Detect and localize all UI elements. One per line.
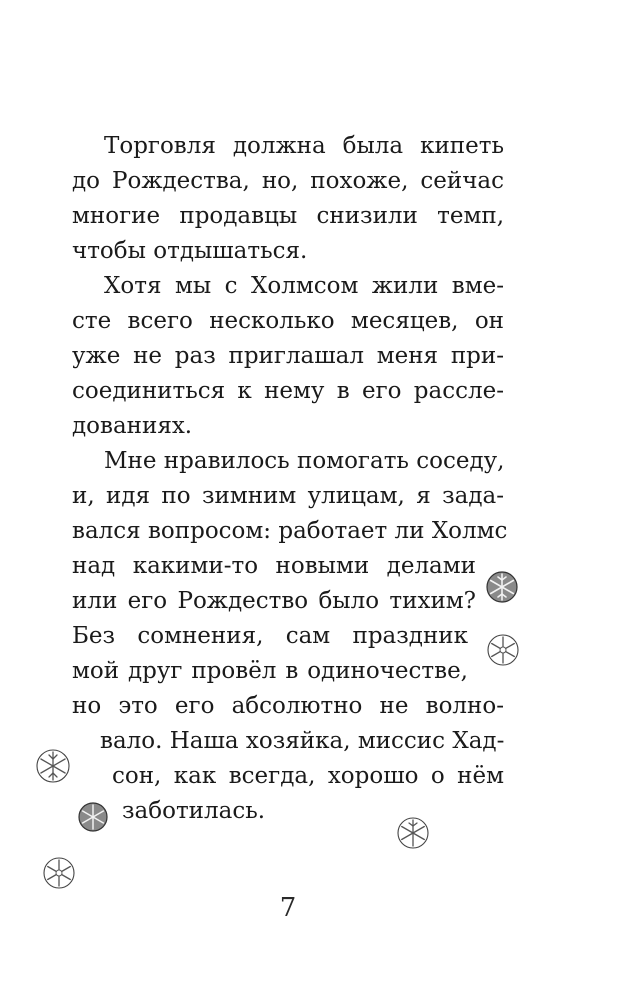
text-line: Без сомнения, сам праздник <box>72 623 468 649</box>
snowflake-icon <box>486 633 520 667</box>
snowflake-icon <box>77 801 109 833</box>
text-line: многие продавцы снизили темп, <box>72 203 504 229</box>
text-line: над какими-то новыми делами <box>72 553 476 579</box>
text-line: сте всего несколько месяцев, он <box>72 308 504 334</box>
snowflake-icon <box>396 816 430 850</box>
text-line: Хотя мы с Холмсом жили вме- <box>104 273 504 299</box>
text-line: и, идя по зимним улицам, я зада- <box>72 483 504 509</box>
text-line: соединиться к нему в его рассле- <box>72 378 504 404</box>
text-line: до Рождества, но, похоже, сейчас <box>72 168 504 194</box>
text-line: вался вопросом: работает ли Холмс <box>72 518 508 544</box>
text-line: заботилась. <box>122 798 266 824</box>
text-line: но это его абсолютно не волно- <box>72 693 504 719</box>
text-line: Торговля должна была кипеть <box>104 133 504 159</box>
text-line: уже не раз приглашал меня при- <box>72 343 504 369</box>
snowflake-icon <box>485 570 519 604</box>
snowflake-icon <box>35 748 71 784</box>
text-line: вало. Наша хозяйка, миссис Хад- <box>100 728 505 754</box>
text-line: дованиях. <box>72 413 193 439</box>
page-number: 7 <box>279 893 297 923</box>
text-line: или его Рождество было тихим? <box>72 588 476 614</box>
snowflake-icon <box>42 856 76 890</box>
text-line: мой друг провёл в одиночестве, <box>72 658 468 684</box>
text-line: Мне нравилось помогать соседу, <box>104 448 505 474</box>
text-line: чтобы отдышаться. <box>72 238 308 264</box>
text-line: сон, как всегда, хорошо о нём <box>112 763 504 789</box>
